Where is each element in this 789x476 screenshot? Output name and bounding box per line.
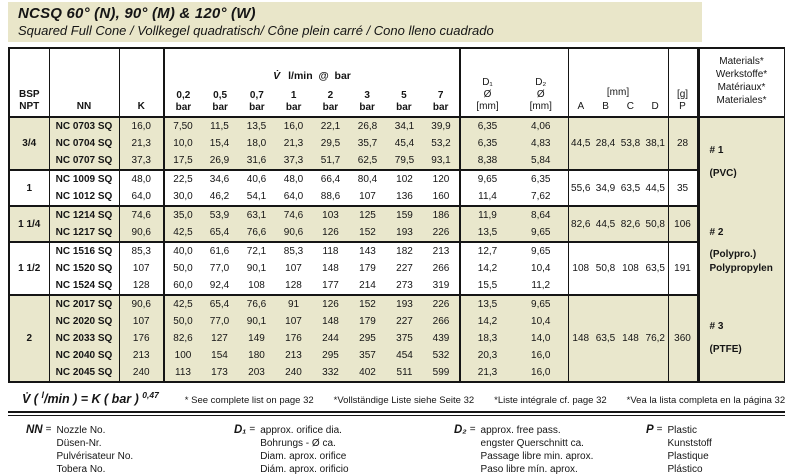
col-header-flow [164,48,460,117]
d2-value-cell: 16,0 [514,364,568,382]
bsp-size-cell: 1 1/4 [9,206,49,242]
flow-value-cell: 63,1 [238,206,275,224]
flow-value-cell: 42,5 [164,224,201,242]
legend-equals: = [45,424,52,436]
flow-value-cell: 92,4 [209,280,230,291]
col-header-k: K [119,48,164,117]
flow-value-cell: 179 [349,313,386,330]
footnotes [185,395,785,406]
d2-value-cell: 14,0 [514,330,568,347]
d2-value-cell: 5,84 [514,152,568,170]
flow-value-cell: 90,6 [275,224,312,242]
table-row [9,117,784,135]
flow-col-head: 7 bar [432,90,449,113]
flow-value-cell: 74,6 [275,206,312,224]
flow-value-cell: 357 [349,347,386,364]
flow-value-cell: 126 [312,295,349,313]
materials-note [698,117,784,206]
nozzle-no-cell: NC 1214 SQ [49,206,119,224]
flow-value-cell: 203 [238,364,275,382]
d1-value-cell: 18,3 [460,330,514,347]
legend-divider [8,411,785,416]
nozzle-no-cell: NC 1217 SQ [49,224,119,242]
bsp-size-cell: 3/4 [9,117,49,170]
nozzle-no-cell: NC 1516 SQ [49,242,119,260]
d2-value-cell: 16,0 [514,347,568,364]
k-factor-cell: 90,6 [119,295,164,313]
nozzle-no-cell: NC 2020 SQ [49,313,119,330]
flow-value-cell: 213 [423,242,460,260]
nozzle-no-cell: NC 0707 SQ [49,152,119,170]
flow-value-cell: 10,0 [164,135,201,152]
legend-line: Diam. aprox. orifice [260,451,347,463]
k-factor-cell: 74,6 [119,206,164,224]
dimension-cell: 148 [618,295,643,382]
flow-value-cell: 90,1 [246,263,267,274]
flow-value-cell: 45,4 [386,135,423,152]
bsp-size-cell: 1 1/2 [9,242,49,295]
dim-col-head: A [577,101,585,112]
weight-cell: 106 [668,206,698,242]
legend-line: Paso libre mín. aprox. [480,464,578,476]
legend-line: Bohrungs - Ø ca. [260,438,336,450]
legend-line: Düsen-Nr. [56,438,102,450]
flow-value-cell: 17,5 [164,152,201,170]
materials-note-line: # 1 [709,145,724,156]
materials-note-line: Polypropylen [709,262,773,274]
flow-value-cell: 22,1 [312,117,349,135]
flow-value-cell: 226 [423,295,460,313]
materials-note [698,295,784,382]
flow-value-cell: 34,6 [201,170,238,188]
legend-line: approx. orifice dia. [260,425,342,437]
materials-note-line: (PVC) [709,167,737,179]
flow-value-cell: 193 [386,295,423,313]
flow-value-cell: 76,6 [238,295,275,313]
k-factor-cell: 16,0 [119,117,164,135]
table-row [9,295,784,313]
legend-equals: = [469,424,476,436]
flow-value-cell: 88,6 [320,191,341,202]
flow-value-cell: 511 [386,364,423,382]
flow-value-cell: 173 [201,364,238,382]
flow-value-cell: 143 [349,242,386,260]
legend [26,424,785,476]
flow-value-cell: 21,3 [275,135,312,152]
footnote: *Liste intégrale cf. page 32 [494,395,607,407]
flow-value-cell: 35,0 [164,206,201,224]
flow-value-cell: 22,5 [164,170,201,188]
k-factor-cell: 90,6 [119,224,164,242]
flow-value-cell: 42,5 [164,295,201,313]
legend-line: Kunststoff [667,438,712,450]
flow-col-head: 0,2 bar [175,90,192,113]
dimension-cell: 63,5 [643,242,668,295]
materials-note-line: # 2 [709,226,724,238]
flow-subheads [165,90,459,113]
legend-line: Tobera No. [56,464,106,476]
k-factor-cell: 128 [119,277,164,295]
k-factor-cell: 240 [119,364,164,382]
flow-value-cell: 26,9 [201,152,238,170]
flow-value-cell: 51,7 [312,152,349,170]
d1-value-cell: 15,5 [477,280,498,291]
footnote: * See complete list on page 32 [184,395,314,407]
dim-col-head: B [602,101,609,112]
materials-note-line: # 3 [709,321,724,332]
flow-value-cell: 29,5 [312,135,349,152]
page-title: NCSQ 60° (N), 90° (M) & 120° (W) [18,5,256,22]
nozzle-no-cell: NC 1524 SQ [49,277,119,295]
nozzle-no-cell: NC 0703 SQ [49,117,119,135]
col-header-nn: NN [49,48,119,117]
col-header-dims: [mm] A B C D [568,48,668,117]
flow-heading: V̇ l/min @ bar [273,70,351,83]
k-factor-cell: 21,3 [119,135,164,152]
d1-value-cell: 11,4 [478,191,497,202]
legend-lines [668,424,712,476]
flow-value-cell: 90,1 [238,313,275,330]
legend-item [454,424,646,476]
dimension-cell: 28,4 [593,117,618,170]
flow-value-cell: 77,0 [209,263,230,274]
nozzle-no-cell: NC 2033 SQ [49,330,119,347]
flow-value-cell: 152 [349,224,386,242]
dim-col-head: D [651,101,659,112]
flow-formula: V̇ ( $^l$/min ) = K ( bar ) $^{0,47}$ [22,390,159,407]
nozzle-no-cell: NC 1009 SQ [49,170,119,188]
flow-value-cell: 148 [322,263,339,274]
d2-value-cell: 9,65 [514,295,568,313]
flow-value-cell: 120 [423,170,460,188]
nozzle-no-cell: NC 2017 SQ [49,295,119,313]
flow-value-cell: 159 [386,206,423,224]
flow-value-cell: 332 [312,364,349,382]
flow-value-cell: 240 [275,364,312,382]
d2-value-cell: 4,83 [514,135,568,152]
legend-lines [56,424,133,476]
flow-value-cell: 91 [275,295,312,313]
flow-value-cell: 177 [322,280,339,291]
formula-row [22,390,785,406]
flow-value-cell: 108 [248,280,265,291]
flow-value-cell: 35,7 [349,135,386,152]
flow-col-head: 3 bar [359,90,375,113]
flow-value-cell: 54,1 [246,191,267,202]
flow-value-cell: 295 [349,330,386,347]
legend-term: D₁ [234,424,247,437]
flow-value-cell: 454 [386,347,423,364]
flow-value-cell: 136 [396,191,413,202]
dimension-cell: 55,6 [568,170,593,206]
dimension-cell: 44,5 [643,170,668,206]
flow-value-cell: 50,0 [164,313,201,330]
k-factor-cell: 64,0 [119,188,164,206]
legend-equals: = [656,424,663,436]
dimension-cell: 76,2 [643,295,668,382]
k-factor-cell: 213 [119,347,164,364]
legend-line: engster Querschnitt ca. [480,438,584,450]
flow-value-cell: 15,4 [201,135,238,152]
flow-value-cell: 148 [312,313,349,330]
flow-value-cell: 72,1 [238,242,275,260]
d1-value-cell: 21,3 [460,364,514,382]
flow-value-cell: 76,6 [238,224,275,242]
legend-line: Passage libre min. aprox. [480,451,594,463]
flow-value-cell: 266 [423,260,460,277]
flow-value-cell: 226 [423,224,460,242]
d2-value-cell: 8,64 [514,206,568,224]
flow-value-cell: 34,1 [386,117,423,135]
flow-value-cell: 107 [359,191,376,202]
flow-value-cell: 193 [386,224,423,242]
col-header-materials: Materials* Werkstoffe* Matériaux* Materiales* [698,48,784,117]
weight-cell: 28 [668,117,698,170]
d1-value-cell: 8,38 [460,152,514,170]
d1-value-cell: 14,2 [477,263,498,274]
flow-value-cell: 26,8 [349,117,386,135]
flow-value-cell: 213 [275,347,312,364]
flow-value-cell: 599 [423,364,460,382]
col-header-weight: [g] P [668,48,698,117]
flow-value-cell: 46,2 [209,191,230,202]
k-factor-cell: 107 [119,313,164,330]
legend-item [26,424,234,476]
materials-note-line: (Polypro.) [709,249,757,261]
flow-value-cell: 7,50 [164,117,201,135]
flow-value-cell: 107 [275,313,312,330]
flow-value-cell: 532 [423,347,460,364]
col-header-d2: D₂ Ø [mm] [514,48,568,117]
dimension-cell: 53,8 [618,117,643,170]
flow-value-cell: 50,0 [173,263,193,274]
dims-letters [569,101,668,113]
col-header-d1: D₁ Ø [mm] [460,48,514,117]
dimension-cell: 148 [568,295,593,382]
nozzle-no-cell: NC 1012 SQ [49,188,119,206]
d1-value-cell: 6,35 [460,117,514,135]
flow-value-cell: 11,5 [201,117,238,135]
d2-value-cell: 10,4 [514,313,568,330]
flow-value-cell: 77,0 [201,313,238,330]
flow-value-cell: 53,2 [423,135,460,152]
flow-value-cell: 244 [312,330,349,347]
flow-col-head: 0,5 bar [212,90,228,113]
legend-line: Plástico [667,464,703,476]
flow-value-cell: 60,0 [173,280,193,291]
table-row [9,170,784,188]
dimension-cell: 82,6 [568,206,593,242]
table-body [9,117,784,382]
flow-value-cell: 103 [312,206,349,224]
flow-value-cell: 102 [386,170,423,188]
flow-value-cell: 40,6 [238,170,275,188]
flow-value-cell: 128 [285,280,302,291]
legend-line: Diám. aprox. orificio [260,464,349,476]
d2-value-cell: 10,4 [514,260,568,277]
flow-value-cell: 180 [238,347,275,364]
flow-value-cell: 439 [423,330,460,347]
flow-value-cell: 16,0 [275,117,312,135]
d2-value-cell: 11,2 [514,277,568,295]
d1-value-cell: 12,7 [460,242,514,260]
dimension-cell: 50,8 [593,242,618,295]
flow-value-cell: 66,4 [312,170,349,188]
nozzle-spec-table [8,47,785,383]
dimension-cell: 34,9 [593,170,618,206]
legend-item [646,424,712,476]
dimension-cell: 63,5 [618,170,643,206]
flow-value-cell: 93,1 [423,152,460,170]
table-row [9,206,784,224]
legend-term: D₂ [454,424,467,437]
flow-value-cell: 127 [201,330,238,347]
flow-value-cell: 48,0 [275,170,312,188]
flow-value-cell: 31,6 [238,152,275,170]
d1-value-cell: 14,2 [460,313,514,330]
k-factor-cell: 37,3 [119,152,164,170]
dimension-cell: 44,5 [593,206,618,242]
legend-line: Nozzle No. [56,425,106,437]
flow-value-cell: 402 [349,364,386,382]
flow-value-cell: 39,9 [423,117,460,135]
flow-value-cell: 79,5 [386,152,423,170]
flow-value-cell: 65,4 [201,224,238,242]
dimension-cell: 44,5 [568,117,593,170]
flow-value-cell: 273 [396,280,413,291]
bsp-size-cell: 1 [9,170,49,206]
flow-value-cell: 65,4 [201,295,238,313]
bsp-size-cell: 2 [9,295,49,382]
legend-term: NN [26,424,43,437]
flow-col-head: 0,7 bar [249,90,265,113]
legend-lines [260,424,348,476]
flow-value-cell: 182 [386,242,423,260]
d1-value-cell: 6,35 [460,135,514,152]
flow-value-cell: 227 [386,313,423,330]
flow-value-cell: 37,3 [275,152,312,170]
flow-value-cell: 80,4 [349,170,386,188]
d1-value-cell: 13,5 [460,295,514,313]
nozzle-no-cell: NC 0704 SQ [49,135,119,152]
flow-value-cell: 107 [285,263,302,274]
flow-value-cell: 126 [312,224,349,242]
legend-lines [481,424,594,476]
d2-value-cell: 4,06 [514,117,568,135]
d2-value-cell: 9,65 [514,242,568,260]
flow-value-cell: 319 [423,277,460,295]
nozzle-no-cell: NC 1520 SQ [49,260,119,277]
legend-line: Plastique [667,451,709,463]
flow-value-cell: 214 [359,280,376,291]
header-row [9,48,784,117]
legend-term: P [646,424,654,437]
flow-value-cell: 266 [423,313,460,330]
flow-value-cell: 176 [275,330,312,347]
legend-equals: = [249,424,256,436]
weight-cell: 35 [668,170,698,206]
flow-value-cell: 179 [359,263,376,274]
table-row [9,242,784,260]
flow-col-head: 2 bar [322,90,339,113]
k-factor-cell: 48,0 [119,170,164,188]
dim-col-head: C [626,101,634,112]
flow-value-cell: 160 [423,188,460,206]
footnote: *Vollständige Liste siehe Seite 32 [333,395,475,407]
flow-value-cell: 186 [423,206,460,224]
vdot-symbol: V̇ [273,70,281,83]
col-header-bsp-npt: BSP NPT [9,48,49,117]
flow-value-cell: 118 [312,242,349,260]
flow-value-cell: 85,3 [275,242,312,260]
flow-value-cell: 295 [312,347,349,364]
nozzle-no-cell: NC 2045 SQ [49,364,119,382]
flow-col-head: 5 bar [396,90,412,113]
dimension-cell: 38,1 [643,117,668,170]
d1-value-cell: 11,9 [460,206,514,224]
dimension-cell: 82,6 [618,206,643,242]
flow-value-cell: 82,6 [164,330,201,347]
materials-note [698,206,784,295]
d1-value-cell: 13,5 [460,224,514,242]
flow-value-cell: 154 [201,347,238,364]
k-factor-cell: 107 [119,260,164,277]
footnote: *Vea la lista completa en la página 32 [626,395,786,407]
legend-line: approx. free pass. [480,425,561,437]
flow-col-head: 1 bar [285,90,302,113]
flow-value-cell: 61,6 [201,242,238,260]
dimension-cell: 50,8 [643,206,668,242]
materials-note-line: (PTFE) [709,343,742,355]
k-factor-cell: 85,3 [119,242,164,260]
legend-line: Pulvérisateur No. [56,451,134,463]
flow-value-cell: 375 [386,330,423,347]
d1-value-cell: 9,65 [460,170,514,188]
dimension-cell: 63,5 [593,295,618,382]
flow-value-cell: 125 [349,206,386,224]
flow-value-cell: 18,0 [238,135,275,152]
flow-value-cell: 53,9 [201,206,238,224]
flow-value-cell: 227 [396,263,413,274]
weight-cell: 360 [668,295,698,382]
dimension-cell: 108 [568,242,593,295]
flow-value-cell: 64,0 [283,191,304,202]
flow-value-cell: 152 [349,295,386,313]
flow-value-cell: 113 [164,364,201,382]
flow-value-cell: 62,5 [349,152,386,170]
page-subtitle: Squared Full Cone / Vollkegel quadratisch/ Cône plein carré / Cono lleno cuadrado [18,23,494,38]
weight-cell: 191 [668,242,698,295]
flow-value-cell: 100 [164,347,201,364]
d2-value-cell: 6,35 [514,170,568,188]
flow-value-cell: 30,0 [173,191,193,202]
dimension-cell: 108 [618,242,643,295]
flow-value-cell: 149 [238,330,275,347]
d1-value-cell: 20,3 [460,347,514,364]
legend-line: Plastic [667,425,697,437]
title-bar [8,2,702,42]
legend-item [234,424,454,476]
flow-value-cell: 13,5 [238,117,275,135]
d2-value-cell: 7,62 [514,188,568,206]
k-factor-cell: 176 [119,330,164,347]
flow-value-cell: 40,0 [164,242,201,260]
d2-value-cell: 9,65 [514,224,568,242]
nozzle-no-cell: NC 2040 SQ [49,347,119,364]
